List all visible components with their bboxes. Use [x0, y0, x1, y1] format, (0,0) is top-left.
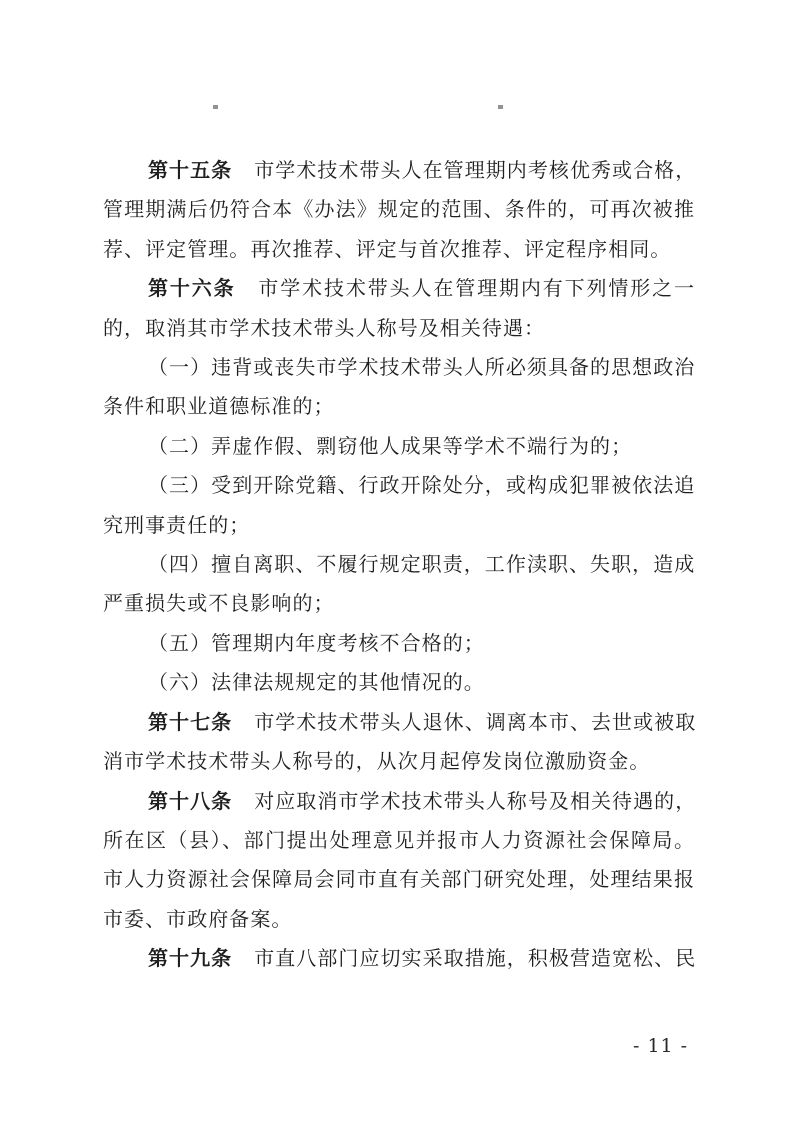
document-line: 第十七条 市学术技术带头人退休、调离本市、去世或被取 [148, 711, 697, 734]
document-line: 第十六条 市学术技术带头人在管理期内有下列情形之一 [148, 278, 695, 301]
article-number: 第十六条 [148, 278, 236, 301]
document-line: 条件和职业道德标准的； [103, 396, 335, 419]
document-line: 所在区（县）、部门提出处理意见并报市人力资源社会保障局。 [103, 829, 695, 852]
document-line: （三）受到开除党籍、行政开除处分，或构成犯罪被依法追 [148, 475, 696, 498]
document-line: （一）违背或丧失市学术技术带头人所必须具备的思想政治 [148, 357, 696, 380]
document-line: 管理期满后仍符合本《办法》规定的范围、条件的，可再次被推 [103, 199, 695, 222]
document-line: （五）管理期内年度考核不合格的； [148, 632, 485, 655]
document-line: 第十五条 市学术技术带头人在管理期内考核优秀或合格， [148, 160, 697, 182]
document-content [103, 152, 695, 980]
document-line: （四）擅自离职、不履行规定职责，工作渎职、失职，造成 [148, 554, 696, 577]
article-number: 第十八条 [148, 790, 233, 813]
scan-artifact-dot [213, 105, 218, 109]
document-line: 市人力资源社会保障局会同市直有关部门研究处理，处理结果报 [103, 869, 695, 892]
document-line: 消市学术技术带头人称号的，从次月起停发岗位激励资金。 [103, 751, 651, 774]
document-line: （二）弄虚作假、剽窃他人成果等学术不端行为的； [148, 435, 633, 458]
article-number: 第十七条 [148, 711, 233, 734]
document-line: 市委、市政府备案。 [103, 908, 293, 931]
document-line: 的，取消其市学术技术带头人称号及相关待遇： [103, 317, 546, 340]
document-line: 究刑事责任的； [103, 514, 251, 537]
scan-artifact-dot [498, 105, 503, 109]
document-line: 第十九条 市直八部门应切实采取措施，积极营造宽松、民 [148, 948, 697, 971]
document-line: 严重损失或不良影响的； [103, 593, 335, 616]
document-line: 荐、评定管理。再次推荐、评定与首次推荐、评定程序相同。 [103, 238, 672, 261]
article-number: 第十五条 [148, 160, 233, 182]
article-number: 第十九条 [148, 948, 233, 971]
document-line: 第十八条 对应取消市学术技术带头人称号及相关待遇的， [148, 790, 697, 813]
page-number: - 11 - [633, 1035, 689, 1057]
document-line: （六）法律法规规定的其他情况的。 [148, 672, 485, 695]
